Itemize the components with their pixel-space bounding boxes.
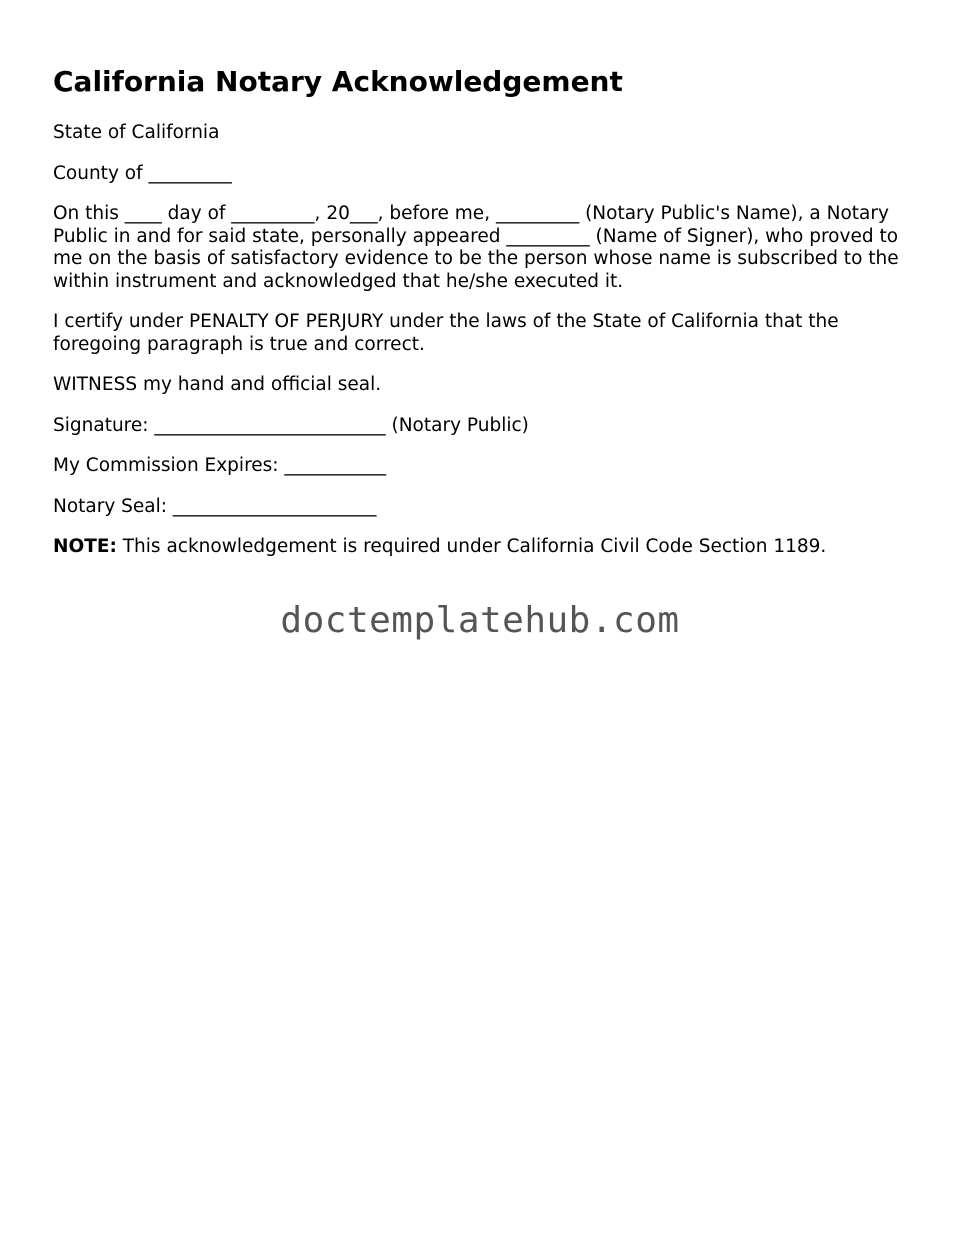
county-line: County of _________	[53, 162, 232, 184]
note-paragraph	[53, 536, 913, 559]
perjury-paragraph: I certify under PENALTY OF PERJURY under the laws of the State of California that the foregoing paragraph is true and correct.	[53, 311, 839, 355]
notary-seal-line: Notary Seal: ______________________	[53, 495, 377, 517]
document-title: California Notary Acknowledgement	[53, 65, 623, 98]
acknowledgement-paragraph: On this ____ day of _________, 20___, before me, _________ (Notary Public's Name), a Notary Public in and for said state, personally appeared _________ (Name of Signer), who proved to me on the basis of satisfactory evidence to be the person whose name is subscribed to the within instrument and acknowledged that he/she executed it.	[53, 203, 899, 292]
state-line: State of California	[53, 122, 220, 143]
commission-expires-line: My Commission Expires: ___________	[53, 455, 387, 476]
witness-line: WITNESS my hand and official seal.	[53, 374, 382, 395]
watermark-text: doctemplatehub.com	[280, 600, 680, 641]
note-label: NOTE:	[53, 536, 117, 557]
signature-line: Signature: _________________________ (Notary Public)	[53, 414, 529, 436]
document-page	[53, 64, 913, 577]
note-text: This acknowledgement is required under California Civil Code Section 1189.	[116, 536, 827, 557]
